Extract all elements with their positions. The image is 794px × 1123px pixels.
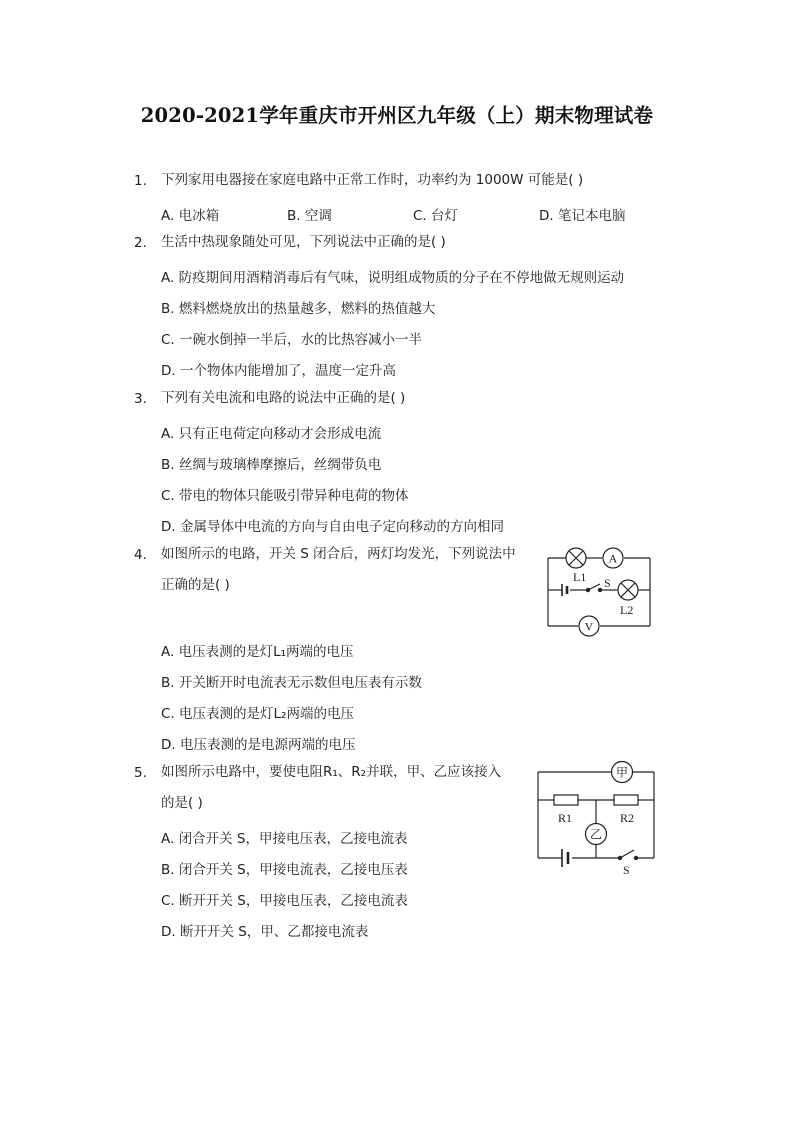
voltmeter-symbol <box>579 616 599 636</box>
ammeter-symbol <box>603 548 623 568</box>
question-number: 4. <box>134 547 147 563</box>
voltmeter-label: V <box>584 619 594 634</box>
question-stem: 下列家用电器接在家庭电路中正常工作时，功率约为 1000W 可能是( ) <box>161 172 584 188</box>
circuit-diagram-q4 <box>540 540 660 640</box>
option-c: C. 台灯 <box>413 208 459 224</box>
lamp-l1-symbol <box>566 548 586 568</box>
r2-label: R2 <box>620 811 635 825</box>
l1-label: L1 <box>573 570 587 584</box>
question-number: 2. <box>134 235 147 251</box>
option-d: D. 电压表测的是电源两端的电压 <box>161 737 356 753</box>
switch-label: S <box>604 576 611 590</box>
option-d: D. 笔记本电脑 <box>539 208 626 224</box>
option-a: A. 电压表测的是灯L₁两端的电压 <box>161 644 354 660</box>
question-number: 5. <box>134 765 147 781</box>
resistor-r2-symbol <box>614 795 638 805</box>
option-a: A. 电冰箱 <box>161 208 220 224</box>
option-a: A. 闭合开关 S，甲接电压表，乙接电流表 <box>161 831 408 847</box>
meter-yi-symbol <box>586 824 607 845</box>
ammeter-label: A <box>608 551 618 566</box>
meter-yi-label: 乙 <box>589 827 603 842</box>
question-number: 1. <box>134 173 147 189</box>
question-stem-line-1: 如图所示的电路，开关 S 闭合后，两灯均发光，下列说法中 <box>161 546 516 562</box>
resistor-r1-symbol <box>554 795 578 805</box>
option-a: A. 防疫期间用酒精消毒后有气味，说明组成物质的分子在不停地做无规则运动 <box>161 270 625 286</box>
l2-label: L2 <box>620 603 634 617</box>
question-stem-line-1: 如图所示电路中，要使电阻R₁、R₂并联，甲、乙应该接入 <box>161 764 502 780</box>
option-b: B. 燃料燃烧放出的热量越多，燃料的热值越大 <box>161 301 436 317</box>
page-title: 2020-2021学年重庆市开州区九年级（上）期末物理试卷 <box>140 104 654 127</box>
option-c: C. 一碗水倒掉一半后，水的比热容减小一半 <box>161 332 423 348</box>
lamp-l2-symbol <box>618 580 638 600</box>
option-b: B. 空调 <box>287 208 332 224</box>
option-c: C. 带电的物体只能吸引带异种电荷的物体 <box>161 488 409 504</box>
question-stem-line-2: 正确的是( ) <box>161 577 230 593</box>
option-b: B. 闭合开关 S，甲接电流表，乙接电压表 <box>161 862 408 878</box>
switch-label: S <box>623 863 630 877</box>
option-c: C. 断开开关 S，甲接电压表，乙接电流表 <box>161 893 408 909</box>
option-d: D. 一个物体内能增加了，温度一定升高 <box>161 363 396 379</box>
question-stem-line-2: 的是( ) <box>161 795 203 811</box>
option-c: C. 电压表测的是灯L₂两端的电压 <box>161 706 354 722</box>
question-stem: 生活中热现象随处可见，下列说法中正确的是( ) <box>161 234 446 250</box>
option-b: B. 丝绸与玻璃棒摩擦后，丝绸带负电 <box>161 457 382 473</box>
question-number: 3. <box>134 391 147 407</box>
option-b: B. 开关断开时电流表无示数但电压表有示数 <box>161 675 422 691</box>
circuit-diagram-q5 <box>532 758 660 880</box>
meter-jia-label: 甲 <box>615 765 629 780</box>
question-stem: 下列有关电流和电路的说法中正确的是( ) <box>161 390 406 406</box>
option-d: D. 断开开关 S，甲、乙都接电流表 <box>161 924 369 940</box>
option-a: A. 只有正电荷定向移动才会形成电流 <box>161 426 382 442</box>
r1-label: R1 <box>558 811 573 825</box>
meter-jia-symbol <box>612 762 633 783</box>
option-d: D. 金属导体中电流的方向与自由电子定向移动的方向相同 <box>161 519 504 535</box>
